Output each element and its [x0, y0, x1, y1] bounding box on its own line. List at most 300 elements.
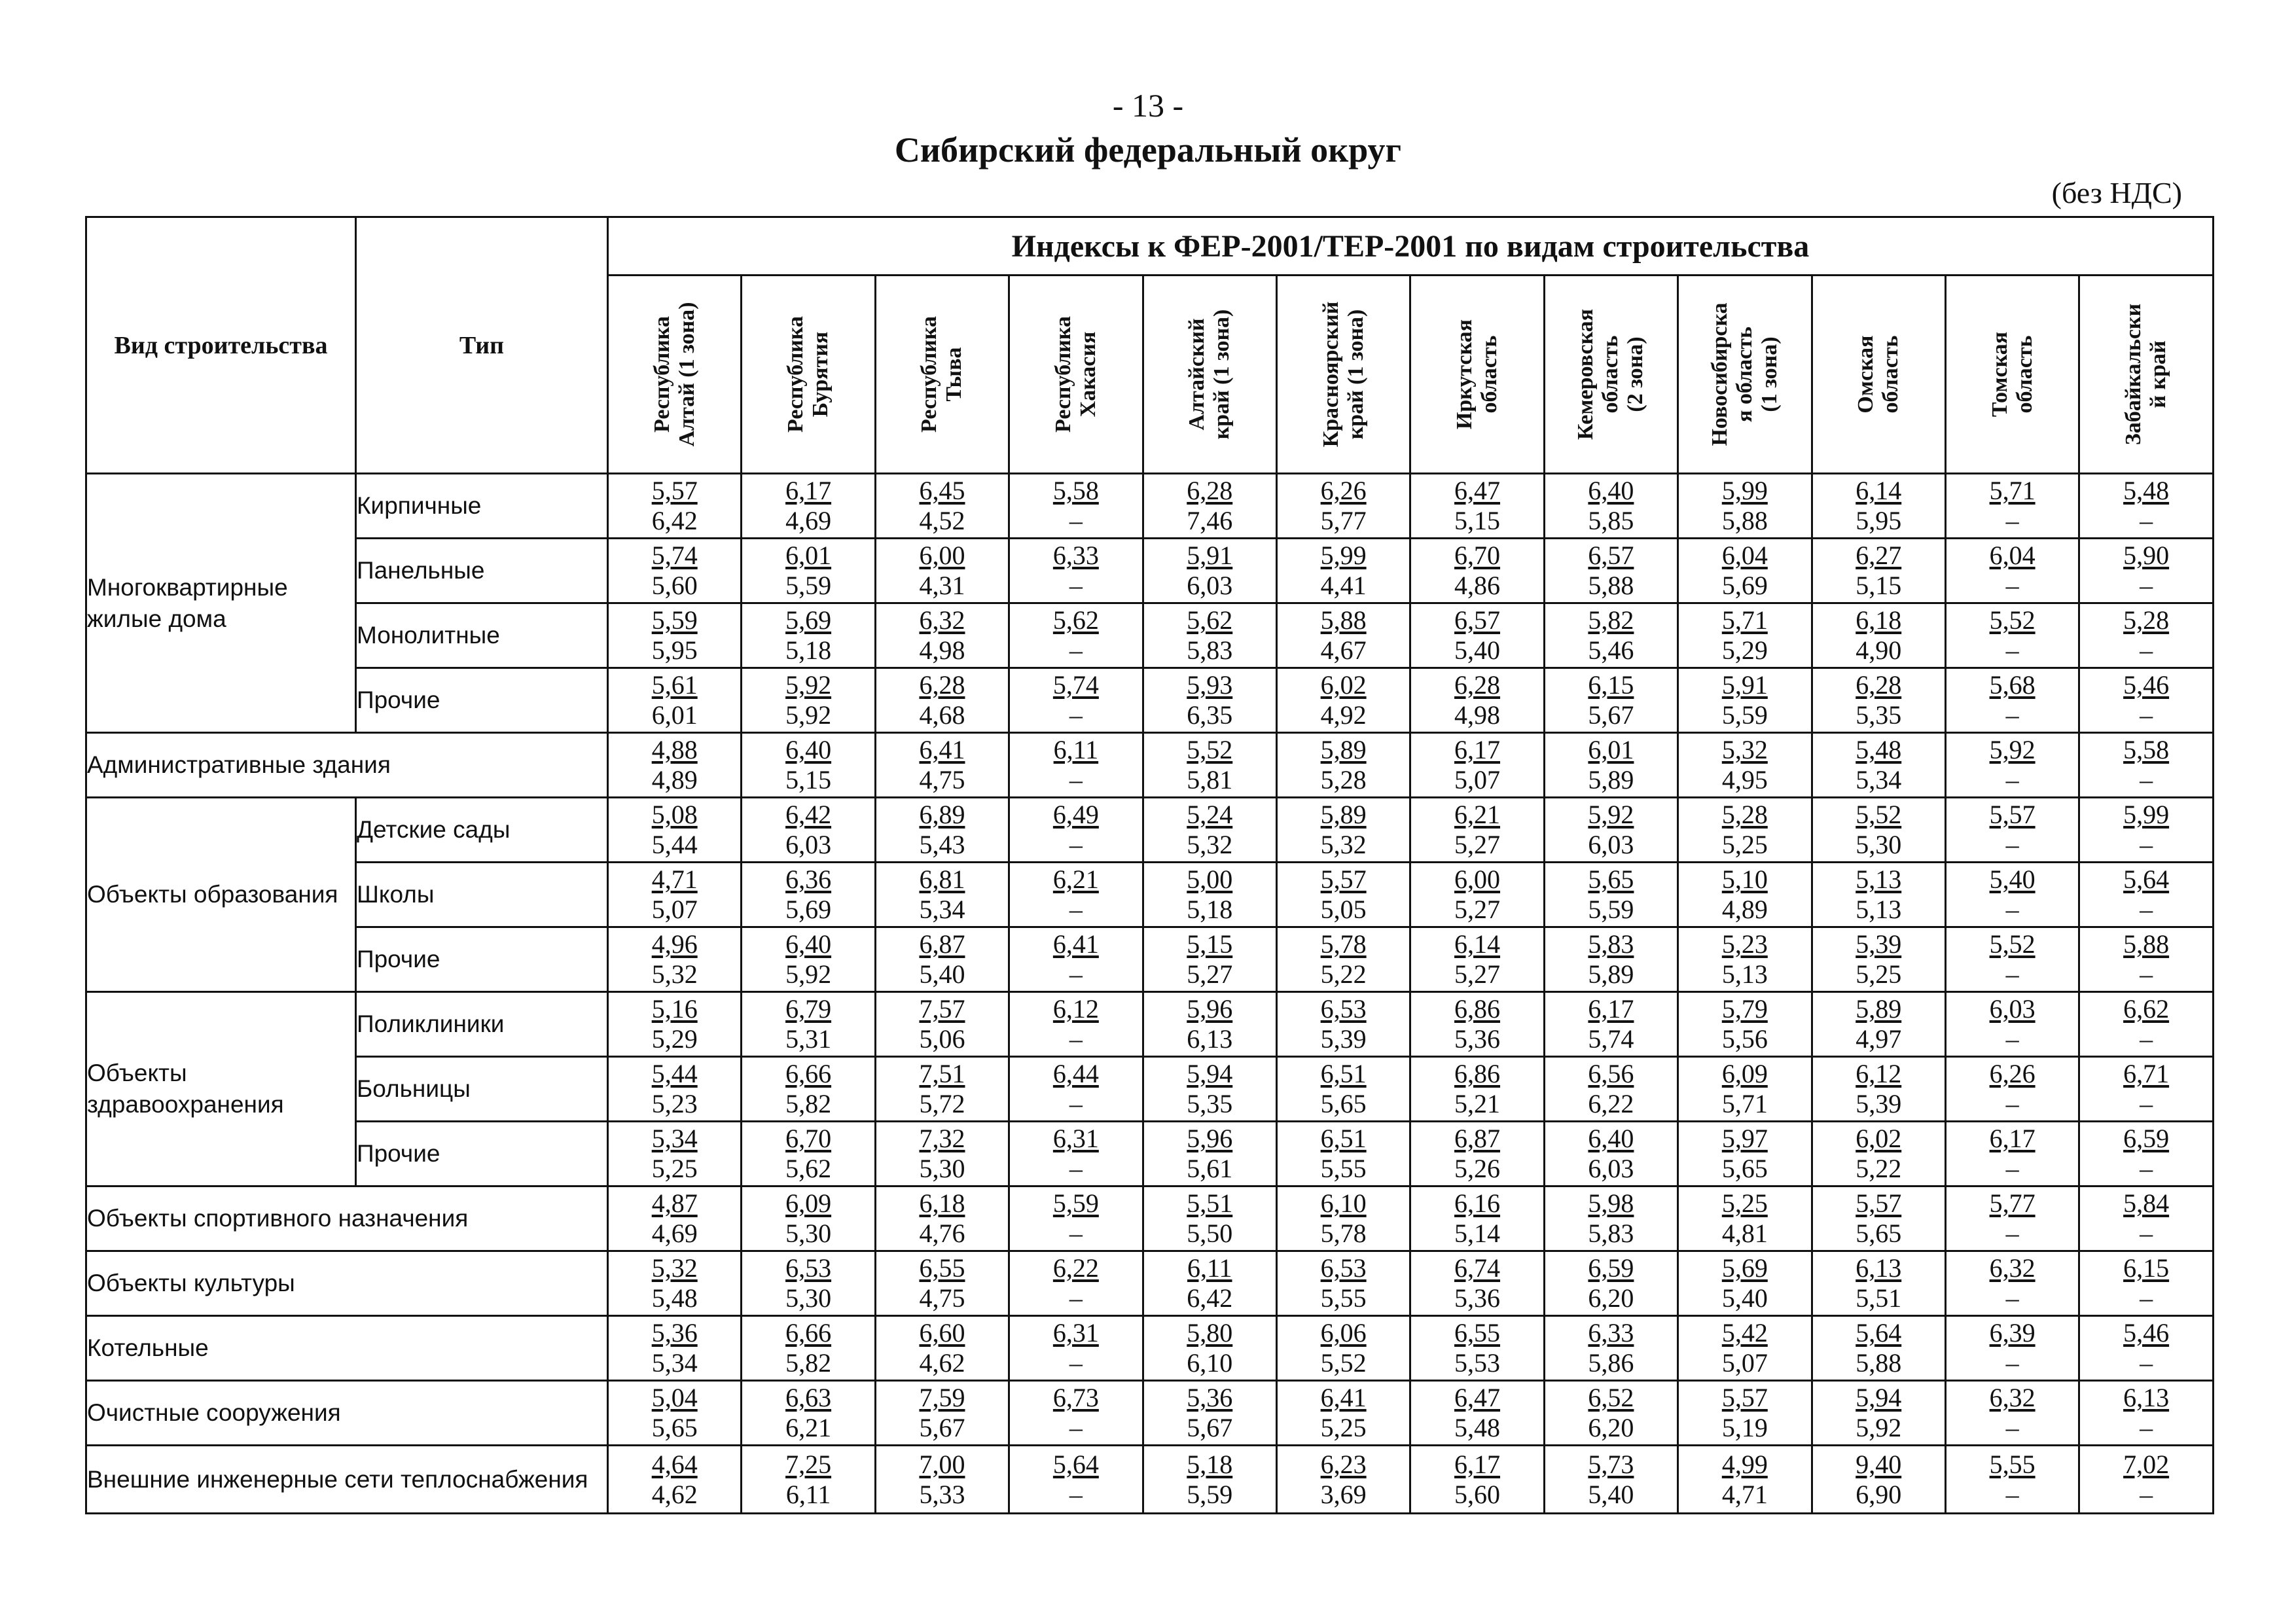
index-value-bottom: 5,25 [1320, 1413, 1367, 1442]
index-value-bottom: 5,19 [1721, 1413, 1768, 1442]
group-header: Индексы к ФЕР-2001/ТЕР-2001 по видам строительства [608, 217, 2214, 276]
value-cell [1812, 733, 1945, 798]
value-cell [1678, 1316, 1812, 1381]
index-value-top: 6,87 [919, 929, 965, 959]
value-cell [1009, 1251, 1143, 1316]
table-row [86, 1446, 2214, 1514]
index-value-bottom: 6,22 [1588, 1089, 1634, 1118]
index-value-top: 4,88 [651, 735, 698, 764]
region-header-label: Иркутская область [1452, 319, 1502, 430]
index-value-bottom: 5,27 [1187, 959, 1233, 989]
index-value-bottom: – [2005, 506, 2019, 535]
index-value-bottom: 5,65 [651, 1413, 698, 1442]
index-value-bottom: 4,71 [1721, 1479, 1768, 1509]
value-cell [1678, 798, 1812, 863]
category-cell: Объекты здравоохранения [86, 992, 356, 1186]
index-value-top: 5,65 [1588, 865, 1634, 894]
value-cell [875, 1251, 1009, 1316]
index-value-top: 5,39 [1856, 929, 1902, 959]
value-cell [1945, 539, 2079, 603]
index-value-top: 5,74 [1052, 670, 1099, 700]
index-value-top: 6,28 [919, 670, 965, 700]
value-cell [1410, 733, 1544, 798]
value-cell [1678, 1446, 1812, 1514]
index-value-top: 6,44 [1052, 1059, 1099, 1088]
value-cell [608, 1122, 742, 1186]
index-value-top: 5,79 [1721, 994, 1768, 1024]
index-value-top: 5,52 [1856, 800, 1902, 829]
value-cell [1945, 927, 2079, 992]
index-value-bottom: 5,23 [651, 1089, 698, 1118]
index-value-bottom: 5,28 [1320, 765, 1367, 794]
index-value-top: 5,99 [1721, 476, 1768, 505]
index-value-top: 6,53 [785, 1253, 832, 1283]
index-value-top: 6,12 [1856, 1059, 1902, 1088]
index-value-bottom: 5,13 [1856, 895, 1902, 924]
index-value-top: 4,64 [651, 1449, 698, 1479]
index-value-bottom: – [2140, 1413, 2153, 1442]
value-cell [1143, 1122, 1276, 1186]
index-value-top: 6,41 [1052, 929, 1099, 959]
value-cell [742, 1186, 875, 1251]
value-cell [1276, 668, 1410, 733]
index-value-top: 5,62 [1052, 605, 1099, 635]
index-value-bottom: 5,30 [785, 1283, 832, 1313]
index-value-top: 6,89 [919, 800, 965, 829]
index-value-top: 5,74 [651, 541, 698, 570]
column-header-vid: Вид строительства [86, 217, 356, 474]
value-cell [1276, 798, 1410, 863]
index-value-bottom: 5,22 [1856, 1154, 1902, 1183]
value-cell [1276, 539, 1410, 603]
table-row [86, 798, 2214, 863]
index-value-top: 5,99 [1320, 541, 1367, 570]
type-cell: Поликлиники [356, 992, 608, 1057]
index-value-bottom: 5,32 [1320, 830, 1367, 859]
value-cell [1544, 733, 1677, 798]
value-cell [875, 603, 1009, 668]
index-value-top: 5,15 [1187, 929, 1233, 959]
index-value-top: 6,40 [1588, 476, 1634, 505]
index-value-bottom: 5,55 [1320, 1283, 1367, 1313]
index-value-top: 5,34 [651, 1124, 698, 1153]
index-value-top: 5,28 [1721, 800, 1768, 829]
index-value-bottom: 5,55 [1320, 1154, 1367, 1183]
index-value-top: 6,55 [919, 1253, 965, 1283]
value-cell [1276, 603, 1410, 668]
value-cell [1678, 474, 1812, 539]
index-value-top: 5,42 [1721, 1318, 1768, 1347]
value-cell [1945, 603, 2079, 668]
value-cell [875, 1057, 1009, 1122]
value-cell [1009, 668, 1143, 733]
value-cell [1544, 927, 1677, 992]
value-cell [875, 1381, 1009, 1446]
value-cell [1009, 474, 1143, 539]
index-value-bottom: 4,89 [1721, 895, 1768, 924]
index-value-bottom: 5,29 [651, 1024, 698, 1054]
value-cell [875, 1446, 1009, 1514]
value-cell [2079, 1446, 2214, 1514]
value-cell [1009, 1057, 1143, 1122]
value-cell [2079, 1122, 2214, 1186]
value-cell [1544, 863, 1677, 927]
index-value-bottom: 5,27 [1454, 895, 1501, 924]
category-cell: Многоквартирные жилые дома [86, 474, 356, 733]
category-cell: Объекты культуры [86, 1251, 608, 1316]
value-cell [1678, 668, 1812, 733]
value-cell [1276, 1122, 1410, 1186]
index-value-top: 5,16 [651, 994, 698, 1024]
index-value-top: 5,96 [1187, 1124, 1233, 1153]
index-value-bottom: 5,88 [1588, 571, 1634, 600]
value-cell [1945, 668, 2079, 733]
index-value-top: 5,69 [1721, 1253, 1768, 1283]
index-value-bottom: 4,67 [1320, 635, 1367, 665]
index-value-top: 6,18 [1856, 605, 1902, 635]
index-value-top: 7,32 [919, 1124, 965, 1153]
index-value-bottom: 5,82 [785, 1348, 832, 1378]
value-cell [1410, 668, 1544, 733]
value-cell [1410, 1186, 1544, 1251]
index-value-top: 6,10 [1320, 1188, 1367, 1218]
region-header-label: Кемеровская область (2 зона) [1573, 308, 1648, 440]
index-value-top: 6,47 [1454, 476, 1501, 505]
index-value-bottom: 6,20 [1588, 1413, 1634, 1442]
value-cell [1812, 1446, 1945, 1514]
index-value-bottom: – [2140, 571, 2153, 600]
index-value-bottom: – [2005, 1413, 2019, 1442]
value-cell [875, 1122, 1009, 1186]
index-value-bottom: 5,18 [1187, 895, 1233, 924]
index-value-bottom: 5,39 [1320, 1024, 1367, 1054]
table-row [86, 733, 2214, 798]
index-value-bottom: – [1069, 1413, 1083, 1442]
index-value-bottom: 6,03 [1187, 571, 1233, 600]
index-value-bottom: – [1069, 1154, 1083, 1183]
value-cell [1812, 1381, 1945, 1446]
value-cell [1812, 1186, 1945, 1251]
value-cell [1143, 474, 1276, 539]
index-value-top: 6,15 [2123, 1253, 2170, 1283]
value-cell [1945, 863, 2079, 927]
value-cell [1678, 603, 1812, 668]
index-value-bottom: 5,35 [1187, 1089, 1233, 1118]
index-value-bottom: 5,92 [1856, 1413, 1902, 1442]
index-value-bottom: 5,83 [1187, 635, 1233, 665]
index-value-top: 6,57 [1454, 605, 1501, 635]
category-cell: Котельные [86, 1316, 608, 1381]
index-value-bottom: – [2005, 765, 2019, 794]
index-value-top: 6,11 [1187, 1253, 1232, 1283]
index-value-bottom: 5,34 [1856, 765, 1902, 794]
index-value-top: 6,70 [1454, 541, 1501, 570]
index-value-bottom: 5,61 [1187, 1154, 1233, 1183]
index-value-top: 5,59 [651, 605, 698, 635]
region-header-label: Красноярский край (1 зона) [1318, 301, 1368, 448]
value-cell [1410, 603, 1544, 668]
value-cell [1009, 992, 1143, 1057]
index-value-top: 5,69 [785, 605, 832, 635]
index-value-bottom: 5,48 [651, 1283, 698, 1313]
value-cell [1678, 1381, 1812, 1446]
value-cell [1678, 1251, 1812, 1316]
index-value-top: 6,27 [1856, 541, 1902, 570]
value-cell [1678, 1186, 1812, 1251]
index-value-top: 5,78 [1320, 929, 1367, 959]
value-cell [1276, 1057, 1410, 1122]
value-cell [1410, 1251, 1544, 1316]
value-cell [2079, 863, 2214, 927]
index-value-top: 6,32 [1989, 1383, 2036, 1412]
index-value-top: 5,68 [1989, 670, 2036, 700]
index-value-bottom: – [2140, 765, 2153, 794]
index-value-bottom: 5,71 [1721, 1089, 1768, 1118]
index-value-top: 6,41 [1320, 1383, 1367, 1412]
value-cell [1009, 863, 1143, 927]
index-value-top: 6,11 [1053, 735, 1099, 764]
region-header-label: Алтайский край (1 зона) [1185, 309, 1234, 440]
region-header [1678, 276, 1812, 474]
index-value-bottom: 5,67 [1187, 1413, 1233, 1442]
value-cell [1276, 863, 1410, 927]
value-cell [2079, 927, 2214, 992]
index-value-bottom: 5,34 [651, 1348, 698, 1378]
index-value-bottom: – [2005, 895, 2019, 924]
index-value-top: 6,51 [1320, 1124, 1367, 1153]
index-value-top: 5,58 [2123, 735, 2170, 764]
index-value-top: 5,77 [1989, 1188, 2036, 1218]
index-value-top: 6,87 [1454, 1124, 1501, 1153]
table-row [86, 863, 2214, 927]
value-cell [1143, 1057, 1276, 1122]
value-cell [608, 474, 742, 539]
value-cell [1812, 863, 1945, 927]
index-value-top: 5,18 [1187, 1449, 1233, 1479]
index-value-bottom: 5,29 [1721, 635, 1768, 665]
type-cell: Школы [356, 863, 608, 927]
index-value-top: 5,52 [1989, 929, 2036, 959]
index-value-bottom: 5,60 [651, 571, 698, 600]
type-cell: Прочие [356, 668, 608, 733]
value-cell [1410, 1446, 1544, 1514]
index-value-bottom: 5,34 [919, 895, 965, 924]
value-cell [1009, 798, 1143, 863]
index-value-top: 6,22 [1052, 1253, 1099, 1283]
index-value-top: 6,00 [1454, 865, 1501, 894]
region-header [1276, 276, 1410, 474]
index-value-bottom: 5,36 [1454, 1283, 1501, 1313]
region-header [1544, 276, 1677, 474]
value-cell [608, 1251, 742, 1316]
index-value-bottom: 5,88 [1856, 1348, 1902, 1378]
value-cell [1410, 1381, 1544, 1446]
value-cell [1276, 733, 1410, 798]
index-value-top: 5,10 [1721, 865, 1768, 894]
value-cell [1678, 1122, 1812, 1186]
index-value-top: 6,59 [1588, 1253, 1634, 1283]
value-cell [742, 668, 875, 733]
index-value-top: 6,31 [1052, 1318, 1099, 1347]
index-value-bottom: 5,60 [1454, 1479, 1501, 1509]
index-value-bottom: 6,11 [785, 1479, 831, 1509]
value-cell [1009, 539, 1143, 603]
value-cell [1544, 1186, 1677, 1251]
index-value-top: 5,91 [1721, 670, 1768, 700]
index-value-bottom: – [1069, 830, 1083, 859]
index-value-bottom: 4,62 [651, 1479, 698, 1509]
index-value-bottom: 6,21 [785, 1413, 832, 1442]
index-value-top: 5,04 [651, 1383, 698, 1412]
index-value-top: 6,02 [1856, 1124, 1902, 1153]
index-value-top: 6,14 [1454, 929, 1501, 959]
value-cell [1544, 668, 1677, 733]
index-value-bottom: 5,85 [1588, 506, 1634, 535]
value-cell [608, 1381, 742, 1446]
region-header [608, 276, 742, 474]
index-value-top: 7,00 [919, 1449, 965, 1479]
index-value-top: 6,01 [785, 541, 832, 570]
index-value-bottom: – [2005, 700, 2019, 730]
value-cell [1410, 539, 1544, 603]
value-cell [875, 1186, 1009, 1251]
index-value-bottom: 6,42 [651, 506, 698, 535]
index-value-bottom: 5,69 [1721, 571, 1768, 600]
index-value-top: 5,46 [2123, 670, 2170, 700]
index-value-bottom: – [2005, 1024, 2019, 1054]
index-value-top: 5,94 [1187, 1059, 1233, 1088]
index-value-bottom: 5,89 [1588, 765, 1634, 794]
index-value-top: 6,33 [1588, 1318, 1634, 1347]
index-value-top: 6,04 [1721, 541, 1768, 570]
index-table [85, 216, 2214, 1514]
index-value-bottom: – [2140, 1348, 2153, 1378]
value-cell [608, 1446, 742, 1514]
value-cell [1812, 1057, 1945, 1122]
value-cell [608, 798, 742, 863]
region-header [1945, 276, 2079, 474]
index-value-top: 5,57 [651, 476, 698, 505]
value-cell [1678, 992, 1812, 1057]
table-row [86, 1316, 2214, 1381]
index-value-bottom: 6,03 [1588, 830, 1634, 859]
index-value-top: 9,40 [1856, 1449, 1902, 1479]
index-value-top: 6,17 [1588, 994, 1634, 1024]
index-value-top: 5,52 [1989, 605, 2036, 635]
value-cell [742, 1057, 875, 1122]
value-cell [875, 863, 1009, 927]
index-value-top: 5,57 [1721, 1383, 1768, 1412]
value-cell [1945, 733, 2079, 798]
index-value-top: 6,42 [785, 800, 832, 829]
value-cell [1678, 927, 1812, 992]
value-cell [1410, 992, 1544, 1057]
index-value-top: 6,02 [1320, 670, 1367, 700]
table-row [86, 474, 2214, 539]
index-value-bottom: – [2005, 635, 2019, 665]
value-cell [875, 668, 1009, 733]
index-value-top: 6,66 [785, 1318, 832, 1347]
value-cell [875, 798, 1009, 863]
value-cell [1143, 603, 1276, 668]
value-cell [2079, 798, 2214, 863]
index-value-bottom: 5,13 [1721, 959, 1768, 989]
index-value-bottom: – [2005, 1283, 2019, 1313]
value-cell [875, 539, 1009, 603]
index-value-top: 5,58 [1052, 476, 1099, 505]
index-value-top: 6,56 [1588, 1059, 1634, 1088]
index-value-bottom: 5,59 [1588, 895, 1634, 924]
index-value-top: 6,04 [1989, 541, 2036, 570]
value-cell [1544, 1122, 1677, 1186]
page-title: Сибирский федеральный округ [894, 130, 1402, 169]
table-row [86, 603, 2214, 668]
type-cell: Прочие [356, 927, 608, 992]
index-value-top: 6,26 [1989, 1059, 2036, 1088]
table-header [86, 217, 2214, 474]
index-value-top: 6,16 [1454, 1188, 1501, 1218]
index-value-top: 5,51 [1187, 1188, 1233, 1218]
value-cell [1410, 798, 1544, 863]
index-value-top: 5,52 [1187, 735, 1233, 764]
index-value-bottom: 6,90 [1856, 1479, 1902, 1509]
index-value-bottom: 4,92 [1320, 700, 1367, 730]
value-cell [1945, 1057, 2079, 1122]
index-value-top: 6,01 [1588, 735, 1634, 764]
value-cell [2079, 992, 2214, 1057]
index-value-bottom: 5,33 [919, 1479, 965, 1509]
value-cell [1276, 992, 1410, 1057]
index-value-top: 6,17 [1454, 1449, 1501, 1479]
index-value-bottom: 5,74 [1588, 1024, 1634, 1054]
index-value-bottom: 5,77 [1320, 506, 1367, 535]
index-value-bottom: 5,65 [1856, 1219, 1902, 1248]
value-cell [1945, 992, 2079, 1057]
index-value-top: 5,84 [2123, 1188, 2170, 1218]
index-value-bottom: 4,86 [1454, 571, 1501, 600]
index-value-bottom: – [2140, 700, 2153, 730]
index-value-bottom: 5,05 [1320, 895, 1367, 924]
index-value-top: 6,17 [1454, 735, 1501, 764]
index-value-top: 6,47 [1454, 1383, 1501, 1412]
index-value-top: 6,63 [785, 1383, 832, 1412]
index-value-bottom: 5,62 [785, 1154, 832, 1183]
value-cell [1544, 798, 1677, 863]
value-cell [2079, 668, 2214, 733]
index-value-top: 6,40 [785, 929, 832, 959]
index-value-bottom: – [1069, 700, 1083, 730]
value-cell [1009, 1446, 1143, 1514]
index-value-bottom: 5,18 [785, 635, 832, 665]
table-row [86, 1186, 2214, 1251]
value-cell [1678, 863, 1812, 927]
index-value-top: 5,92 [1989, 735, 2036, 764]
index-value-top: 6,13 [1856, 1253, 1902, 1283]
type-cell: Больницы [356, 1057, 608, 1122]
index-value-bottom: 5,83 [1588, 1219, 1634, 1248]
index-value-bottom: 5,86 [1588, 1348, 1634, 1378]
index-value-top: 6,14 [1856, 476, 1902, 505]
index-value-top: 6,28 [1187, 476, 1233, 505]
value-cell [1276, 1316, 1410, 1381]
value-cell [2079, 1057, 2214, 1122]
index-value-top: 6,59 [2123, 1124, 2170, 1153]
index-value-bottom: – [1069, 1283, 1083, 1313]
value-cell [1945, 1186, 2079, 1251]
table-row [86, 1057, 2214, 1122]
index-value-bottom: 5,81 [1187, 765, 1233, 794]
index-value-top: 6,18 [919, 1188, 965, 1218]
